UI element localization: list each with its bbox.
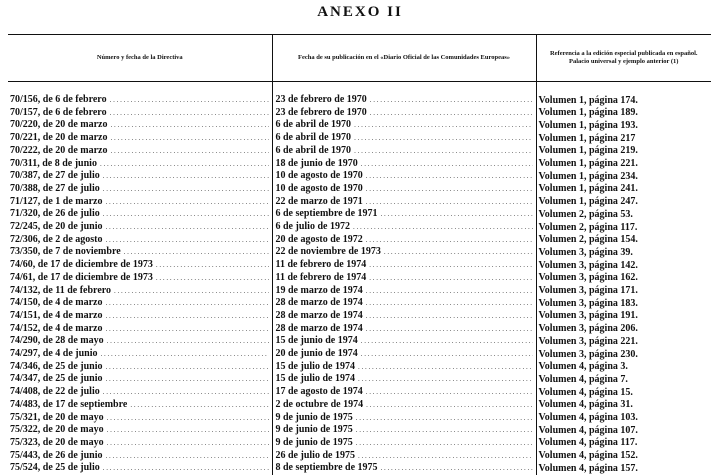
directive-number-cell	[8, 259, 272, 272]
table-row	[8, 310, 711, 323]
edition-reference-cell	[536, 119, 711, 132]
edition-reference-cell	[536, 234, 711, 247]
table-row	[8, 196, 711, 209]
dot-leader	[106, 323, 269, 336]
directive-number: 74/151, de 4 de marzo	[10, 310, 103, 322]
table-row	[8, 221, 711, 234]
dot-leader	[103, 386, 269, 399]
edition-reference-cell	[536, 335, 711, 348]
table-row	[8, 272, 711, 285]
directive-number: 70/222, de 20 de marzo	[10, 145, 108, 157]
table-row	[8, 348, 711, 361]
edition-reference: Volumen 3, página 142.	[539, 260, 638, 272]
directive-number-cell	[8, 170, 272, 183]
dot-leader	[356, 412, 533, 425]
edition-reference-cell	[536, 145, 711, 158]
table-row	[8, 424, 711, 437]
table-row	[8, 94, 711, 107]
publication-date: 6 de abril de 1970	[276, 145, 352, 157]
table-row	[8, 335, 711, 348]
dot-leader	[110, 107, 269, 120]
dot-leader	[106, 450, 269, 463]
dot-leader	[106, 234, 269, 247]
dot-leader	[358, 373, 533, 386]
table-row	[8, 297, 711, 310]
directive-number: 74/346, de 25 de junio	[10, 361, 103, 373]
edition-reference: Volumen 3, página 191.	[539, 310, 638, 322]
publication-date: 20 de agosto de 1972	[276, 234, 363, 246]
directive-number-cell	[8, 246, 272, 259]
publication-date: 15 de julio de 1974	[276, 361, 355, 373]
dot-leader	[384, 246, 533, 259]
dot-leader	[366, 183, 533, 196]
edition-reference-cell	[536, 361, 711, 374]
edition-reference-cell	[536, 348, 711, 361]
directive-number-cell	[8, 119, 272, 132]
dot-leader	[156, 272, 269, 285]
publication-date: 20 de junio de 1974	[276, 348, 358, 360]
publication-date-cell	[272, 310, 536, 323]
directive-number: 70/221, de 20 de marzo	[10, 132, 108, 144]
dot-leader	[366, 399, 532, 412]
edition-reference-cell	[536, 412, 711, 425]
directive-number: 70/311, de 8 de junio	[10, 158, 97, 170]
publication-date: 17 de agosto de 1974	[276, 386, 363, 398]
directive-number: 70/157, de 6 de febrero	[10, 107, 107, 119]
publication-date: 28 de marzo de 1974	[276, 310, 363, 322]
directive-number-cell	[8, 310, 272, 323]
header-directive: Número y fecha de la Directiva	[8, 35, 272, 82]
directive-number: 75/322, de 20 de mayo	[10, 424, 104, 436]
publication-date-cell	[272, 221, 536, 234]
dot-leader	[100, 158, 269, 171]
edition-reference-cell	[536, 323, 711, 336]
dot-leader	[107, 437, 269, 450]
dot-leader	[103, 462, 269, 475]
table-row	[8, 285, 711, 298]
directive-number: 75/323, de 20 de mayo	[10, 437, 104, 449]
edition-reference-cell	[536, 94, 711, 107]
dot-leader	[381, 462, 533, 475]
publication-date: 26 de julio de 1975	[276, 450, 355, 462]
dot-leader	[361, 348, 533, 361]
dot-leader	[103, 208, 269, 221]
directive-number: 75/321, de 20 de mayo	[10, 412, 104, 424]
publication-date: 6 de abril de 1970	[276, 132, 352, 144]
edition-reference: Volumen 2, página 117.	[539, 222, 638, 234]
directive-number: 73/350, de 7 de noviembre	[10, 246, 121, 258]
directive-number-cell	[8, 373, 272, 386]
directive-number-cell	[8, 450, 272, 463]
edition-reference: Volumen 3, página 206.	[539, 323, 638, 335]
directive-number: 74/347, de 25 de junio	[10, 373, 103, 385]
publication-date-cell	[272, 234, 536, 247]
directive-number-cell	[8, 361, 272, 374]
dot-leader	[366, 285, 533, 298]
edition-reference: Volumen 4, página 7.	[539, 374, 628, 386]
directive-number: 74/60, de 17 de diciembre de 1973	[10, 259, 153, 271]
directive-number-cell	[8, 285, 272, 298]
edition-reference-cell	[536, 450, 711, 463]
publication-date-cell	[272, 412, 536, 425]
publication-date: 15 de julio de 1974	[276, 373, 355, 385]
edition-reference: Volumen 3, página 39.	[539, 247, 633, 259]
publication-date: 10 de agosto de 1970	[276, 170, 363, 182]
edition-reference: Volumen 3, página 171.	[539, 285, 638, 297]
edition-reference: Volumen 4, página 15.	[539, 387, 633, 399]
table-row	[8, 399, 711, 412]
publication-date-cell	[272, 246, 536, 259]
directive-number-cell	[8, 386, 272, 399]
edition-reference: Volumen 1, página 174.	[539, 95, 638, 107]
dot-leader	[107, 335, 269, 348]
edition-reference-cell	[536, 462, 711, 475]
directive-number-cell	[8, 208, 272, 221]
edition-reference-cell	[536, 424, 711, 437]
edition-reference-cell	[536, 107, 711, 120]
publication-date-cell	[272, 259, 536, 272]
publication-date-cell	[272, 94, 536, 107]
dot-leader	[111, 145, 269, 158]
edition-reference-cell	[536, 246, 711, 259]
publication-date-cell	[272, 424, 536, 437]
edition-reference-cell	[536, 183, 711, 196]
publication-date: 28 de marzo de 1974	[276, 323, 363, 335]
publication-date-cell	[272, 373, 536, 386]
dot-leader	[130, 399, 268, 412]
table-row	[8, 323, 711, 336]
dot-leader	[370, 94, 533, 107]
dot-leader	[369, 259, 532, 272]
edition-reference: Volumen 3, página 162.	[539, 272, 638, 284]
edition-reference-cell	[536, 196, 711, 209]
edition-reference-cell	[536, 272, 711, 285]
publication-date: 11 de febrero de 1974	[276, 272, 367, 284]
directive-number: 74/132, de 11 de febrero	[10, 285, 111, 297]
table-row	[8, 361, 711, 374]
edition-reference-cell	[536, 373, 711, 386]
dot-leader	[114, 285, 268, 298]
publication-date: 9 de junio de 1975	[276, 412, 353, 424]
publication-date-cell	[272, 361, 536, 374]
dot-leader	[354, 145, 532, 158]
publication-date-cell	[272, 462, 536, 475]
publication-date: 22 de noviembre de 1973	[276, 246, 381, 258]
publication-date: 9 de junio de 1975	[276, 437, 353, 449]
dot-leader	[107, 424, 269, 437]
edition-reference: Volumen 1, página 217	[539, 133, 636, 145]
publication-date: 23 de febrero de 1970	[276, 107, 367, 119]
dot-leader	[358, 361, 533, 374]
publication-date: 6 de julio de 1972	[276, 221, 350, 233]
publication-date: 22 de marzo de 1971	[276, 196, 363, 208]
dot-leader	[106, 221, 269, 234]
dot-leader	[107, 412, 269, 425]
dot-leader	[356, 437, 533, 450]
edition-reference-cell	[536, 259, 711, 272]
header-edition-reference: Referencia a la edición especial publicada en español. Palacio universal y ejemplo anterior (1)	[536, 35, 711, 82]
directive-number: 72/245, de 20 de junio	[10, 221, 103, 233]
annex-title: ANEXO II	[0, 4, 720, 21]
publication-date: 6 de septiembre de 1971	[276, 208, 378, 220]
directive-number: 71/127, de 1 de marzo	[10, 196, 103, 208]
edition-reference: Volumen 3, página 183.	[539, 298, 638, 310]
directive-number: 70/156, de 6 de febrero	[10, 94, 107, 106]
dot-leader	[366, 196, 533, 209]
edition-reference: Volumen 4, página 103.	[539, 412, 638, 424]
directive-number: 75/524, de 25 de julio	[10, 462, 100, 474]
directive-number: 74/61, de 17 de diciembre de 1973	[10, 272, 153, 284]
edition-reference: Volumen 4, página 31.	[539, 399, 633, 411]
dot-leader	[366, 323, 533, 336]
table-row	[8, 386, 711, 399]
publication-date-cell	[272, 208, 536, 221]
edition-reference: Volumen 4, página 157.	[539, 463, 638, 475]
table-row	[8, 183, 711, 196]
dot-leader	[353, 221, 533, 234]
table-row	[8, 132, 711, 145]
dot-leader	[354, 132, 532, 145]
dot-leader	[361, 335, 533, 348]
directive-number: 74/408, de 22 de julio	[10, 386, 100, 398]
publication-date: 9 de junio de 1975	[276, 424, 353, 436]
directive-number: 70/388, de 27 de julio	[10, 183, 100, 195]
edition-reference-cell	[536, 158, 711, 171]
edition-reference: Volumen 1, página 241.	[539, 183, 638, 195]
directive-number-cell	[8, 437, 272, 450]
dot-leader	[361, 158, 533, 171]
publication-date-cell	[272, 119, 536, 132]
dot-leader	[106, 310, 269, 323]
directive-number-cell	[8, 424, 272, 437]
publication-date-cell	[272, 170, 536, 183]
publication-date-cell	[272, 158, 536, 171]
edition-reference-cell	[536, 310, 711, 323]
publication-date: 6 de abril de 1970	[276, 119, 352, 131]
directive-number-cell	[8, 348, 272, 361]
directive-number: 70/220, de 20 de marzo	[10, 119, 108, 131]
edition-reference: Volumen 1, página 221.	[539, 158, 638, 170]
directive-number-cell	[8, 272, 272, 285]
table-row	[8, 170, 711, 183]
dot-leader	[354, 119, 532, 132]
publication-date-cell	[272, 107, 536, 120]
edition-reference: Volumen 1, página 193.	[539, 120, 638, 132]
dot-leader	[370, 107, 533, 120]
edition-reference: Volumen 1, página 219.	[539, 145, 638, 157]
edition-reference: Volumen 4, página 152.	[539, 450, 638, 462]
edition-reference-cell	[536, 399, 711, 412]
publication-date-cell	[272, 335, 536, 348]
edition-reference: Volumen 4, página 107.	[539, 425, 638, 437]
publication-date-cell	[272, 183, 536, 196]
dot-leader	[366, 297, 533, 310]
directive-number: 72/306, de 2 de agosto	[10, 234, 103, 246]
directive-number-cell	[8, 221, 272, 234]
directive-number: 74/150, de 4 de marzo	[10, 297, 103, 309]
publication-date: 15 de junio de 1974	[276, 335, 358, 347]
edition-reference-cell	[536, 208, 711, 221]
table-row	[8, 259, 711, 272]
edition-reference-cell	[536, 437, 711, 450]
dot-leader	[356, 424, 533, 437]
edition-reference-cell	[536, 221, 711, 234]
publication-date-cell	[272, 145, 536, 158]
publication-date: 8 de septiembre de 1975	[276, 462, 378, 474]
directive-number-cell	[8, 297, 272, 310]
directive-number: 74/483, de 17 de septiembre	[10, 399, 127, 411]
directive-number: 74/297, de 4 de junio	[10, 348, 98, 360]
directive-number: 75/443, de 26 de junio	[10, 450, 103, 462]
directive-number-cell	[8, 145, 272, 158]
table-row	[8, 412, 711, 425]
table-row	[8, 373, 711, 386]
directive-number: 71/320, de 26 de julio	[10, 208, 100, 220]
directive-number-cell	[8, 234, 272, 247]
edition-reference: Volumen 1, página 234.	[539, 171, 638, 183]
directive-number-cell	[8, 94, 272, 107]
publication-date-cell	[272, 196, 536, 209]
publication-date: 2 de octubre de 1974	[276, 399, 364, 411]
edition-reference: Volumen 3, página 230.	[539, 349, 638, 361]
publication-date: 18 de junio de 1970	[276, 158, 358, 170]
directive-number: 74/290, de 28 de mayo	[10, 335, 104, 347]
dot-leader	[366, 310, 533, 323]
publication-date: 11 de febrero de 1974	[276, 259, 367, 271]
dot-leader	[358, 450, 533, 463]
dot-leader	[366, 170, 533, 183]
table-row	[8, 107, 711, 120]
directive-number: 74/152, de 4 de marzo	[10, 323, 103, 335]
directive-number-cell	[8, 158, 272, 171]
publication-date-cell	[272, 297, 536, 310]
edition-reference-cell	[536, 386, 711, 399]
table-row	[8, 450, 711, 463]
edition-reference-cell	[536, 285, 711, 298]
edition-reference-cell	[536, 132, 711, 145]
directive-number-cell	[8, 132, 272, 145]
publication-date: 28 de marzo de 1974	[276, 297, 363, 309]
table-header-row	[8, 35, 711, 82]
edition-reference: Volumen 3, página 221.	[539, 336, 638, 348]
publication-date: 10 de agosto de 1970	[276, 183, 363, 195]
dot-leader	[366, 386, 533, 399]
directive-number-cell	[8, 323, 272, 336]
dot-leader	[369, 272, 532, 285]
dot-leader	[381, 208, 533, 221]
publication-date: 23 de febrero de 1970	[276, 94, 367, 106]
directive-number-cell	[8, 462, 272, 475]
publication-date-cell	[272, 323, 536, 336]
dot-leader	[124, 246, 269, 259]
publication-date-cell	[272, 386, 536, 399]
publication-date-cell	[272, 437, 536, 450]
header-publication-date: Fecha de su publicación en el «Diario Oficial de las Comunidades Europeas»	[272, 35, 536, 82]
dot-leader	[156, 259, 269, 272]
publication-date: 19 de marzo de 1974	[276, 285, 363, 297]
dot-leader	[101, 348, 269, 361]
publication-date-cell	[272, 348, 536, 361]
dot-leader	[111, 119, 269, 132]
table-row	[8, 246, 711, 259]
edition-reference: Volumen 2, página 154.	[539, 234, 638, 246]
dot-leader	[106, 297, 269, 310]
publication-date-cell	[272, 399, 536, 412]
table-row	[8, 145, 711, 158]
table-row	[8, 234, 711, 247]
dot-leader	[106, 373, 269, 386]
directive-number-cell	[8, 399, 272, 412]
dot-leader	[103, 183, 269, 196]
publication-date-cell	[272, 450, 536, 463]
dot-leader	[366, 234, 533, 247]
dot-leader	[111, 132, 269, 145]
edition-reference: Volumen 1, página 247.	[539, 196, 638, 208]
directive-number-cell	[8, 196, 272, 209]
edition-reference: Volumen 2, página 53.	[539, 209, 633, 221]
directives-table	[8, 34, 711, 475]
table-row	[8, 437, 711, 450]
publication-date-cell	[272, 285, 536, 298]
directive-number: 70/387, de 27 de julio	[10, 170, 100, 182]
dot-leader	[103, 170, 269, 183]
publication-date-cell	[272, 132, 536, 145]
edition-reference-cell	[536, 297, 711, 310]
dot-leader	[110, 94, 269, 107]
directive-number-cell	[8, 335, 272, 348]
edition-reference: Volumen 4, página 117.	[539, 437, 638, 449]
table-body	[8, 82, 711, 475]
directive-number-cell	[8, 107, 272, 120]
edition-reference-cell	[536, 170, 711, 183]
table-row	[8, 119, 711, 132]
dot-leader	[106, 196, 269, 209]
table-row	[8, 158, 711, 171]
edition-reference: Volumen 1, página 189.	[539, 107, 638, 119]
dot-leader	[106, 361, 269, 374]
table-row	[8, 208, 711, 221]
table-row	[8, 462, 711, 475]
publication-date-cell	[272, 272, 536, 285]
edition-reference: Volumen 4, página 3.	[539, 361, 628, 373]
directive-number-cell	[8, 183, 272, 196]
directive-number-cell	[8, 412, 272, 425]
